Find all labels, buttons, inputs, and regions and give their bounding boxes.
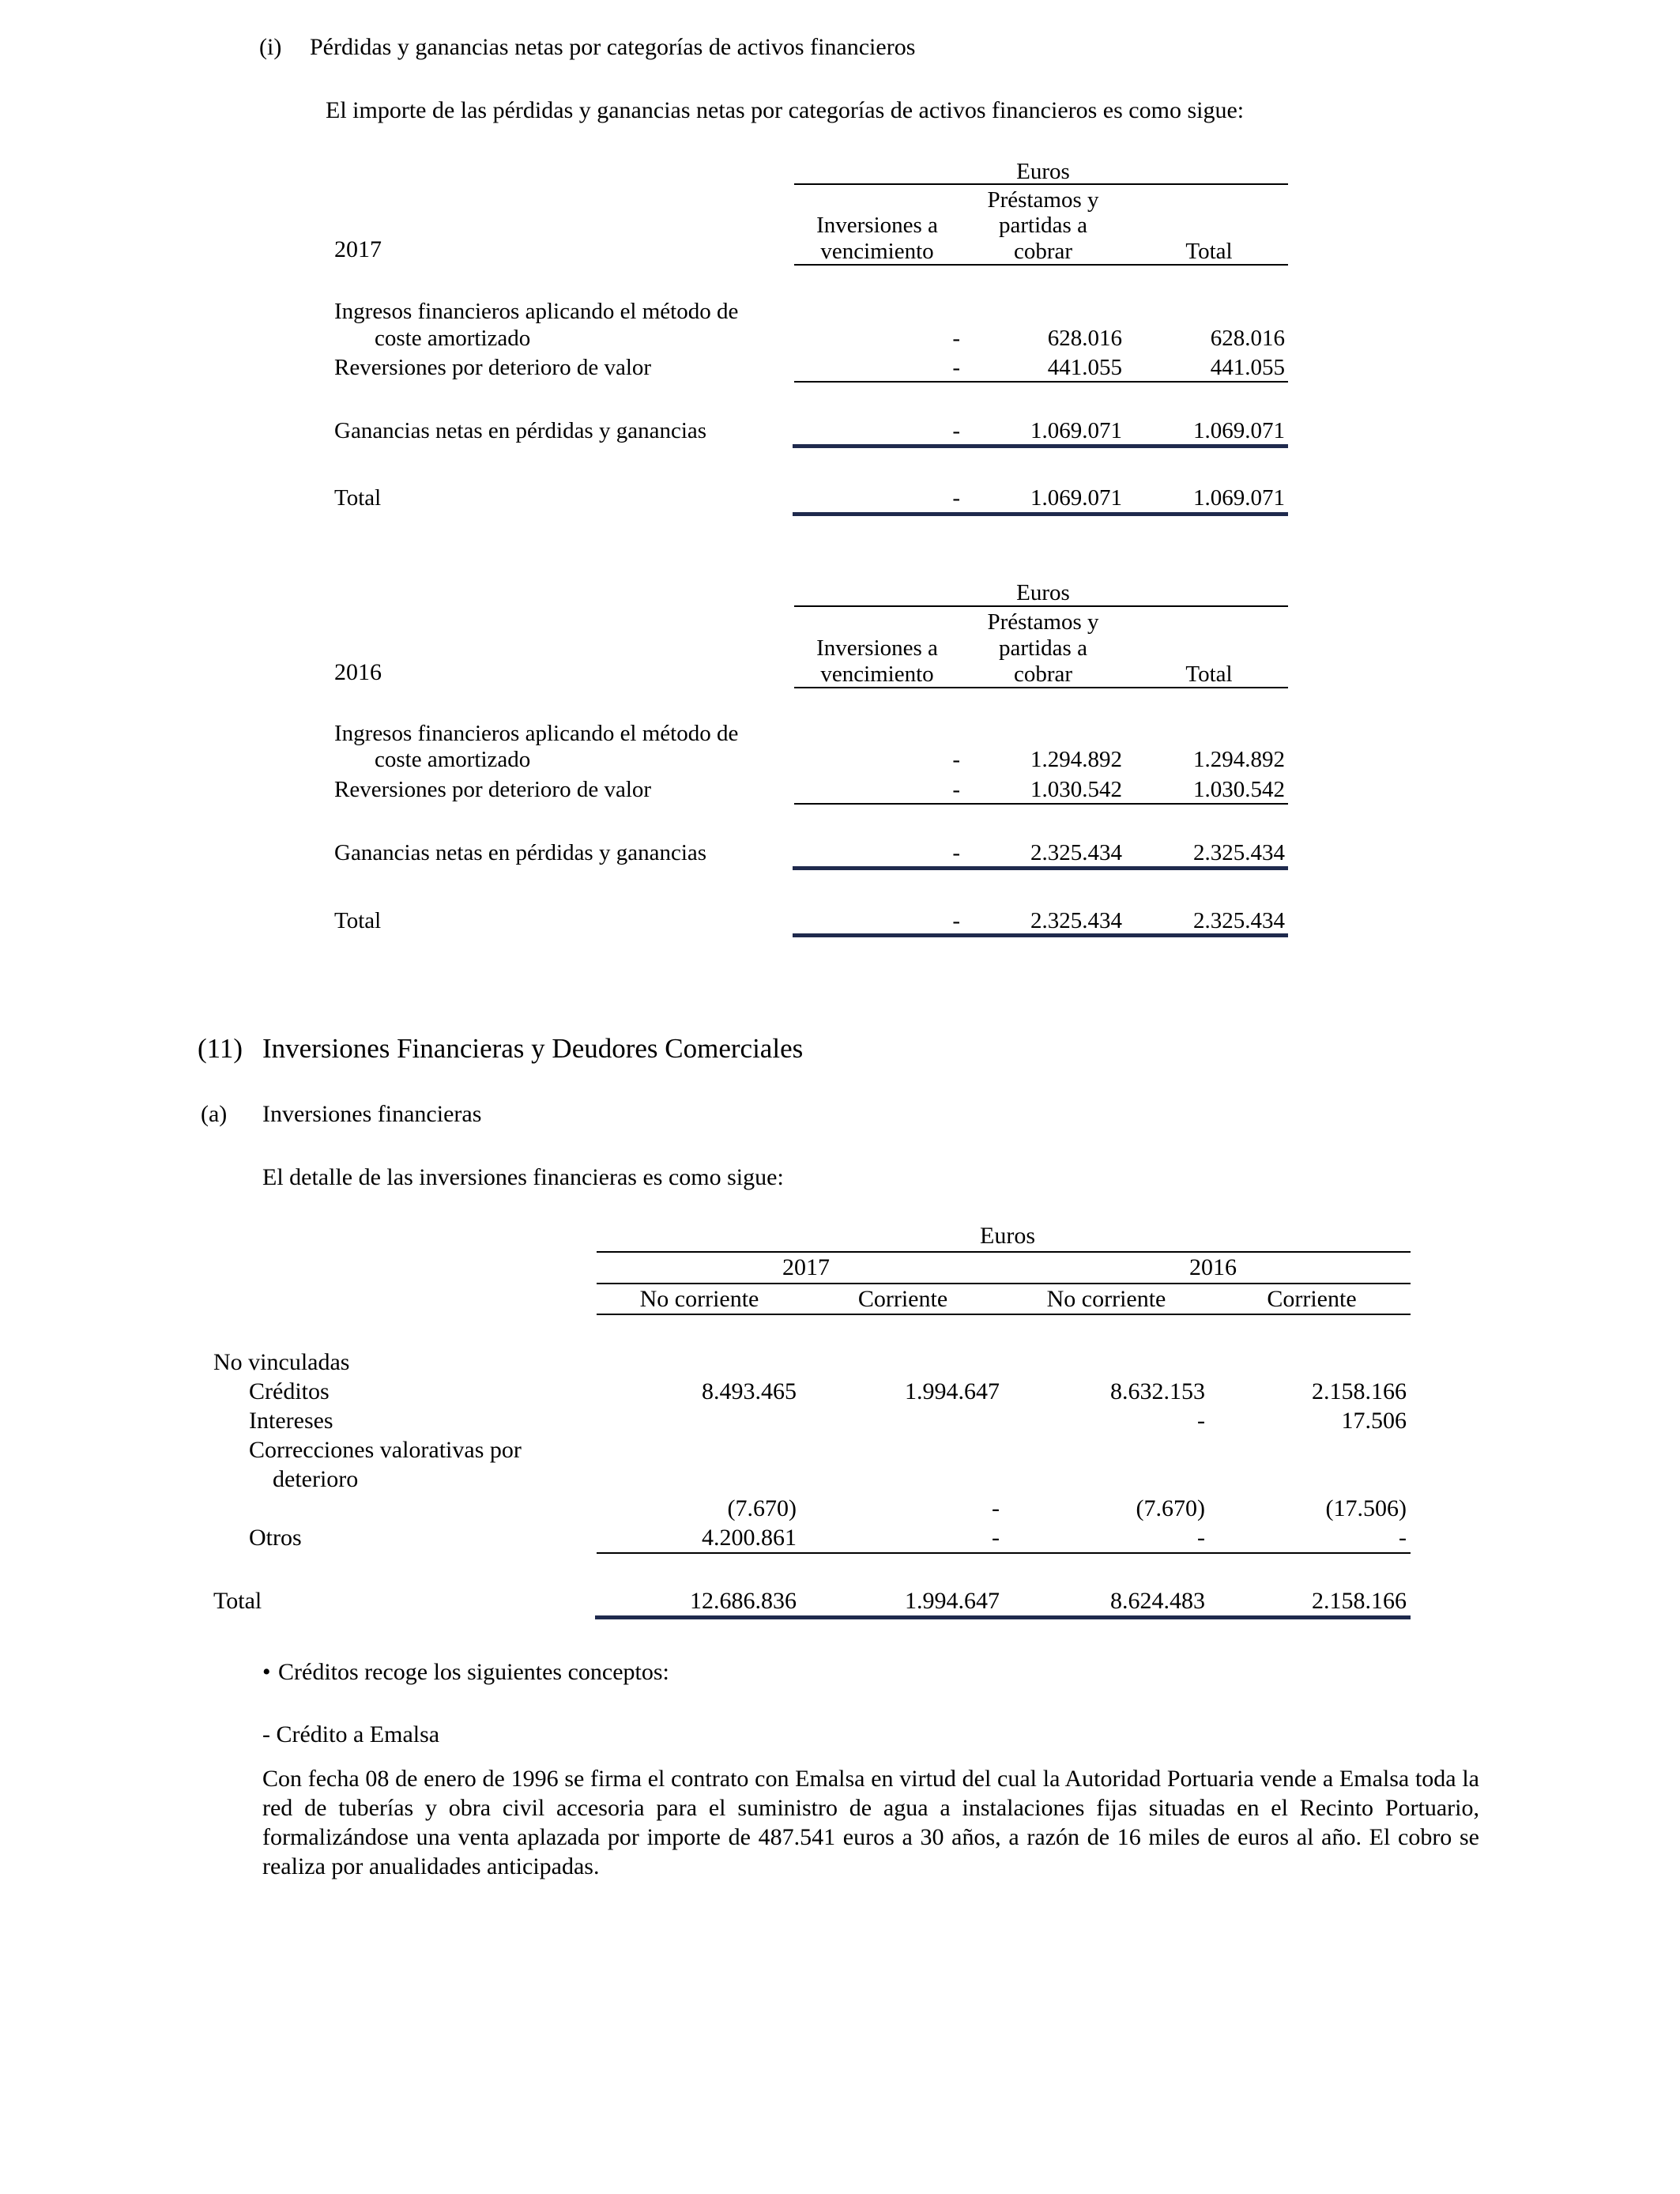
cell: (7.670) bbox=[727, 1495, 797, 1521]
cell: - bbox=[952, 777, 960, 802]
cell: 8.632.153 bbox=[1110, 1378, 1205, 1404]
cell: 1.030.542 bbox=[1030, 777, 1122, 802]
col-header: vencimiento bbox=[820, 239, 934, 264]
cell: 1.994.647 bbox=[905, 1588, 1000, 1614]
bullet-text: Créditos recoge los siguientes conceptos: bbox=[278, 1659, 669, 1685]
row-label: coste amortizado bbox=[375, 326, 531, 351]
col-header: Préstamos y bbox=[987, 187, 1099, 213]
row-label: Ingresos financieros aplicando el método de bbox=[334, 721, 739, 746]
col-header: Inversiones a bbox=[816, 635, 938, 661]
row-label: coste amortizado bbox=[375, 747, 531, 772]
cell: 1.069.071 bbox=[1030, 485, 1122, 511]
year-header: 2017 bbox=[782, 1254, 830, 1280]
row-label: Reversiones por deterioro de valor bbox=[334, 355, 652, 380]
cell: 441.055 bbox=[1210, 355, 1285, 380]
col-header: Préstamos y bbox=[987, 609, 1099, 635]
cell: 2.325.434 bbox=[1030, 908, 1122, 933]
cell: - bbox=[952, 485, 960, 511]
row-label: Reversiones por deterioro de valor bbox=[334, 777, 652, 802]
credit-title: - Crédito a Emalsa bbox=[262, 1721, 440, 1747]
row-label: Créditos bbox=[249, 1378, 330, 1404]
credit-paragraph: Con fecha 08 de enero de 1996 se firma el contrato con Emalsa en virtud del cual la Autoridad Portuaria vende a Emalsa toda la red de tuberías y obra civil accesoria para el suministro de agua a instalaciones fijas situadas en el Recinto Portuario, formalizándose una venta aplazada por importe de 487.541 euros a 30 años, a razón de 16 miles de euros al año. El cobro se realiza por anualidades anticipadas. bbox=[262, 1766, 1479, 1879]
col-header: Inversiones a bbox=[816, 213, 938, 238]
cell: 441.055 bbox=[1047, 355, 1122, 380]
cell: 8.493.465 bbox=[702, 1378, 797, 1404]
row-label: deterioro bbox=[273, 1466, 359, 1492]
table-year: 2017 bbox=[334, 236, 382, 262]
cell: 1.294.892 bbox=[1030, 747, 1122, 772]
cell: 628.016 bbox=[1210, 326, 1285, 351]
col-header: Total bbox=[1185, 239, 1233, 264]
section-a-heading: Inversiones financieras bbox=[262, 1101, 482, 1127]
col-header: partidas a bbox=[999, 213, 1087, 238]
row-label: Ganancias netas en pérdidas y ganancias bbox=[334, 418, 707, 443]
cell: 4.200.861 bbox=[702, 1525, 797, 1551]
cell: - bbox=[952, 908, 960, 933]
cell: 2.325.434 bbox=[1030, 840, 1122, 865]
subcol-header: No corriente bbox=[1046, 1286, 1166, 1312]
cell: - bbox=[992, 1525, 1000, 1551]
section-i-intro: El importe de las pérdidas y ganancias netas por categorías de activos financieros es como sigue: bbox=[326, 97, 1245, 123]
row-label: Ingresos financieros aplicando el método de bbox=[334, 299, 739, 324]
section-a-intro: El detalle de las inversiones financieras es como sigue: bbox=[262, 1164, 784, 1190]
cell: - bbox=[952, 418, 960, 443]
currency-header: Euros bbox=[1016, 159, 1070, 184]
cell: 1.994.647 bbox=[905, 1378, 1000, 1404]
subcol-header: Corriente bbox=[1267, 1286, 1357, 1312]
cell: 628.016 bbox=[1047, 326, 1122, 351]
col-header: partidas a bbox=[999, 635, 1087, 661]
cell: 2.158.166 bbox=[1312, 1378, 1407, 1404]
cell: 12.686.836 bbox=[690, 1588, 797, 1614]
subcol-header: Corriente bbox=[857, 1286, 948, 1312]
cell: 1.030.542 bbox=[1193, 777, 1285, 802]
col-header: cobrar bbox=[1013, 662, 1073, 687]
cell: 1.069.071 bbox=[1193, 485, 1285, 511]
cell: (17.506) bbox=[1325, 1495, 1407, 1521]
cell: 17.506 bbox=[1341, 1408, 1407, 1434]
row-label-total: Total bbox=[213, 1588, 262, 1614]
section-i-marker: (i) bbox=[259, 34, 282, 60]
table-year: 2016 bbox=[334, 659, 382, 685]
section-a-marker: (a) bbox=[201, 1101, 228, 1127]
row-label: Total bbox=[334, 485, 382, 511]
cell: 2.158.166 bbox=[1312, 1588, 1407, 1614]
col-header: Total bbox=[1185, 662, 1233, 687]
cell: - bbox=[992, 1495, 1000, 1521]
section-11-number: (11) bbox=[198, 1033, 243, 1064]
cell: - bbox=[952, 747, 960, 772]
row-label: Correcciones valorativas por bbox=[249, 1437, 522, 1463]
cell: 2.325.434 bbox=[1193, 908, 1285, 933]
row-label: Total bbox=[334, 908, 382, 933]
cell: - bbox=[1399, 1525, 1407, 1551]
cell: - bbox=[952, 840, 960, 865]
cell: 1.294.892 bbox=[1193, 747, 1285, 772]
cell: 2.325.434 bbox=[1193, 840, 1285, 865]
cell: 1.069.071 bbox=[1030, 418, 1122, 443]
cell: (7.670) bbox=[1136, 1495, 1205, 1521]
col-header: cobrar bbox=[1013, 239, 1073, 264]
currency-header: Euros bbox=[980, 1223, 1035, 1249]
cell: 1.069.071 bbox=[1193, 418, 1285, 443]
section-11-title: Inversiones Financieras y Deudores Comerciales bbox=[262, 1033, 804, 1064]
row-label: Otros bbox=[249, 1525, 302, 1551]
cell: - bbox=[952, 326, 960, 351]
cell: - bbox=[952, 355, 960, 380]
bullet-icon: • bbox=[262, 1659, 271, 1685]
cell: - bbox=[1197, 1408, 1205, 1434]
year-header: 2016 bbox=[1189, 1254, 1237, 1280]
cell: - bbox=[1197, 1525, 1205, 1551]
section-i-heading: Pérdidas y ganancias netas por categorías de activos financieros bbox=[310, 34, 916, 60]
group-label: No vinculadas bbox=[213, 1349, 350, 1375]
cell: 8.624.483 bbox=[1110, 1588, 1205, 1614]
col-header: vencimiento bbox=[820, 662, 934, 687]
row-label: Ganancias netas en pérdidas y ganancias bbox=[334, 840, 707, 865]
subcol-header: No corriente bbox=[639, 1286, 759, 1312]
row-label: Intereses bbox=[249, 1408, 333, 1434]
currency-header: Euros bbox=[1016, 580, 1070, 605]
